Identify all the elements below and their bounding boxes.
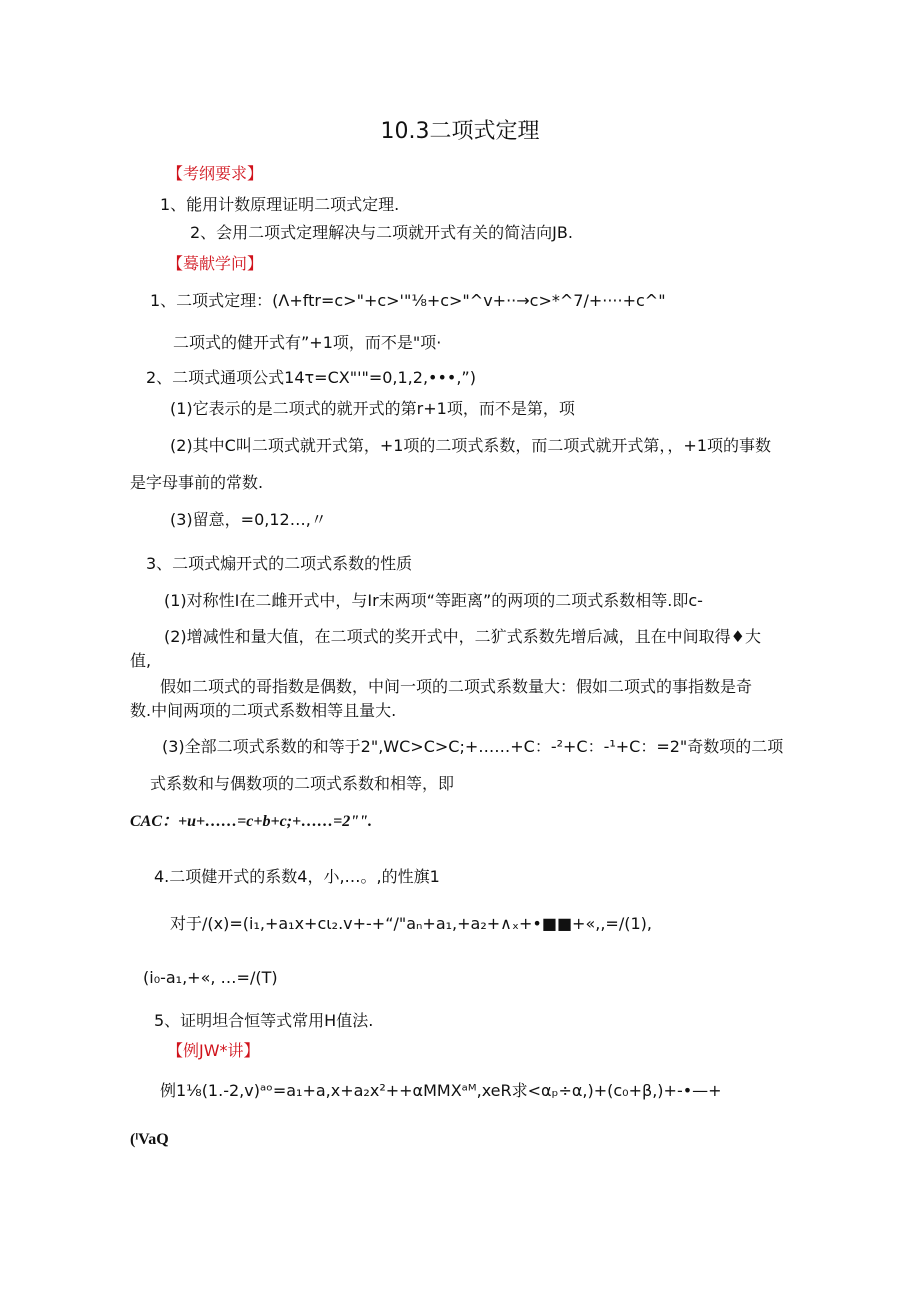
property-sum-formula: CAC：+u+……=c+b+c;+……=2"". [130,813,373,830]
general-term-formula: 2、二项式通项公式14τ=CX"'"=0,1,2,•••,”) [146,368,476,387]
requirement-1: 1、能用计数原理证明二项式定理. [160,195,400,214]
property-max-odd: 数.中间两项的二项式系数相等且量大. [130,701,397,720]
general-term-note-3: (3)留意，=0,12…,〃 [170,510,327,529]
property-symmetry: (1)对称性I在二雌开式中，与Ir末两项“等距离”的两项的二项式系数相等.即c- [164,591,703,610]
property-sum-cont: 式系数和与偶数项的二项式系数和相等，即 [150,774,455,793]
property-monotonicity: (2)增减性和量大值，在二项式的奖开式中，二犷式系数先增后减，且在中间取得♦大 [164,627,762,646]
property-max-even: 假如二项式的哥指数是偶数，中间一项的二项式系数量大：假如二项式的事指数是奇 [160,677,753,696]
assignment-method-note: 5、证明坦合恒等式常用H值法. [154,1011,374,1030]
coefficient-properties-heading: 3、二项式煽开式的二项式系数的性质 [146,554,413,573]
property-monotonicity-cont: 值, [130,651,152,670]
page-title: 10.3二项式定理 [380,119,540,144]
section-heading-examples: 【例JW*讲】 [167,1041,260,1060]
binomial-theorem-statement: 1、二项式定理：(Λ+ftr=c>"+c>'"⅛+c>"^v+··→c>*^7/+····+c^" [150,291,666,310]
general-term-note-1: (1)它表示的是二项式的就开式的第r+1项，而不是第，项 [170,399,575,418]
section-heading-knowledge: 【蓦献学问】 [167,254,264,273]
expansion-coefficient-heading: 4.二项健开式的系数4，小,…。,的性旗1 [154,867,440,886]
general-term-note-2-cont: 是字母事前的常数. [130,473,264,492]
expansion-term-count: 二项式的健开式有”+1项，而不是"项· [173,333,442,352]
section-heading-requirements: 【考纲要求】 [167,164,264,183]
expansion-coefficient-formula-2: (i₀-a₁,+«, …=/(T) [143,968,278,987]
expansion-coefficient-formula: 对于/(x)=(i₁,+a₁x+cι₂.v+-+“/"aₙ+a₁,+a₂+∧ₓ+•■■+«,,=/(1), [170,914,652,933]
example-1-cont: (ˡVaQ [130,1131,169,1148]
property-sum: (3)全部二项式系数的和等于2",WC>C>C;+……+C：-²+C：-¹+C：=2"奇数项的二项 [162,737,784,756]
example-1: 例1⅛(1.-2,v)ᵃᵒ=a₁+a,x+a₂x²++αMMXᵃᴹ,xeR求<αₚ÷α,)+(c₀+β,)+-•—+ [160,1081,722,1100]
requirement-2: 2、会用二项式定理解决与二项就开式有关的简洁向JB. [190,223,573,242]
general-term-note-2: (2)其中C叫二项式就开式第，+1项的二项式系数，而二项式就开式第，，+1项的事数 [170,436,772,455]
